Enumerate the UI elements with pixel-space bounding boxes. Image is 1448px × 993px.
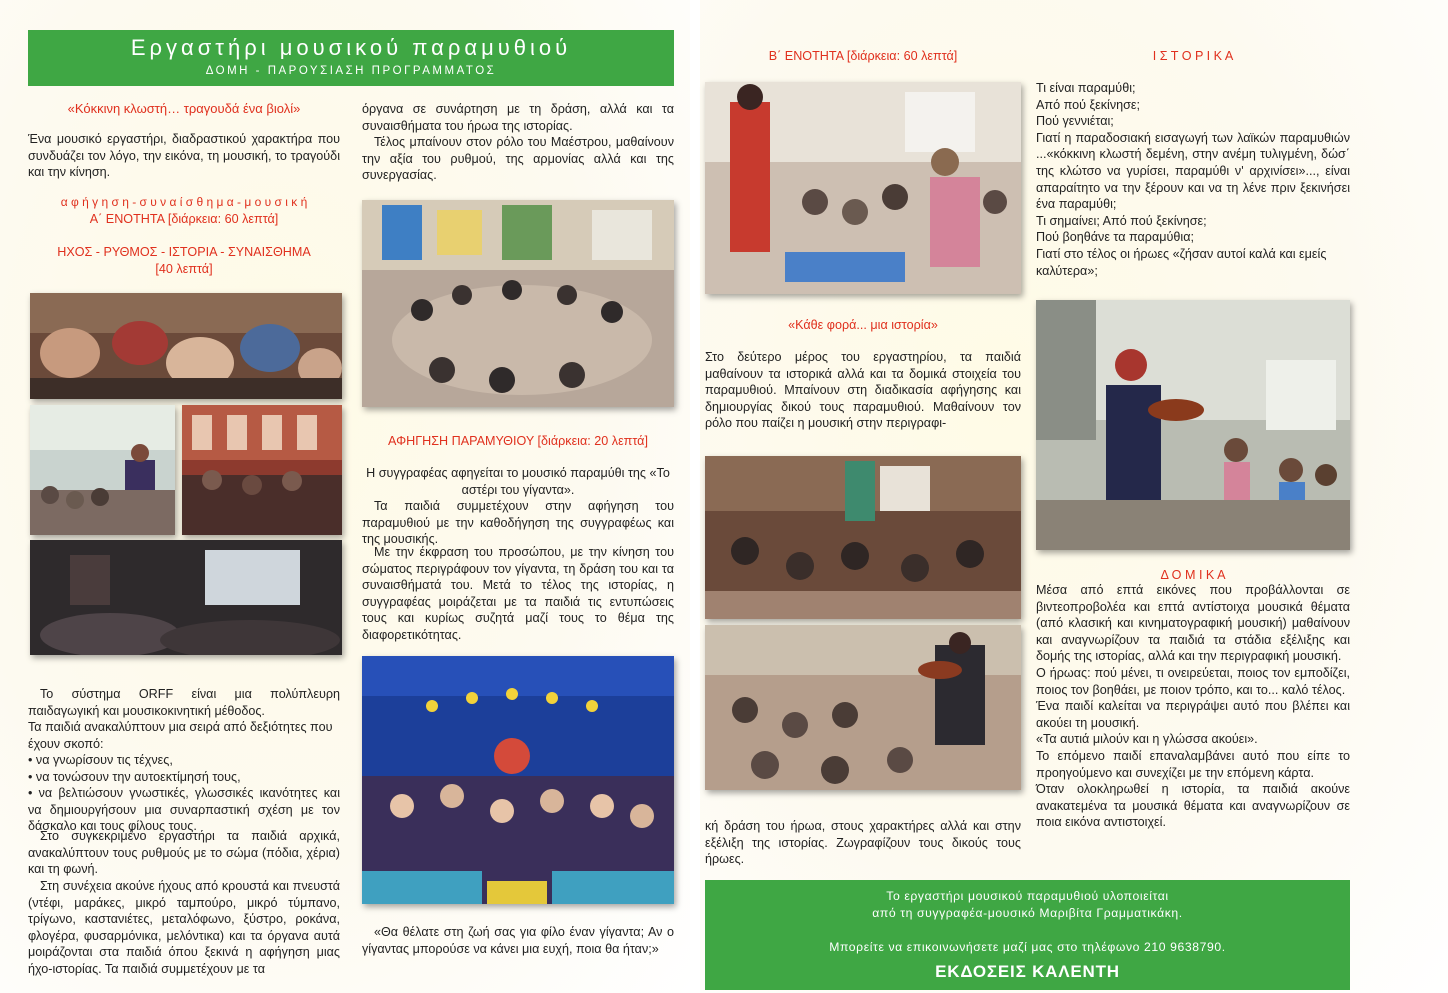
col1-sub-heading: ΗΧΟΣ - ΡΥΘΜΟΣ - ΙΣΤΟΡΙΑ - ΣΥΝΑΙΣΘΗΜΑ <box>57 245 311 259</box>
list-item: Πού γεννιέται; <box>1036 114 1114 129</box>
list-item: Από πού ξεκίνησε; <box>1036 97 1141 112</box>
list-item: Ένα παιδί καλείται να περιγράψει αυτό που βλέπει και ακούει τη μουσική. <box>1036 699 1350 730</box>
col1-orff-p4: Στη συνέχεια ακούνε ήχους από κρουστά και πνευστά (ντέφι, μαράκες, μικρό ταμπούρο, μικρό τύμπανο, τρίγωνο, καστανιέτες, μεταλόφωνο, ξύστρο, ροκάνα, φλογέρα, φυσαρμόνικα, μελόντικα) και τα όργανα αυτά μοιράζονται στα παιδιά όπου ξεκινά η αφήγηση μιας ήχο-ιστορίας. Τα παιδιά συμμετέχουν με τα <box>28 879 340 976</box>
list-item: Πού βοηθάνε τα παραμύθια; <box>1036 230 1194 245</box>
list-item: Τι είναι παραμύθι; <box>1036 81 1136 95</box>
list-item: • να τονώσουν την αυτοεκτίμησή τους, <box>28 769 241 784</box>
page-title: Εργαστήρι μουσικού παραμυθιού <box>130 35 572 60</box>
header-banner <box>28 30 674 86</box>
footer-line-2: από τη συγγραφέα-μουσικό Μαριβίτα Γραμματικάκη. <box>872 906 1183 920</box>
list-item: Ο ήρωας: πού μένει, τι ονειρεύεται, ποιος τον εμποδίζει, ποιος τον βοηθάει, με ποιον τρόπο, και το... καλό τέλος. <box>1036 665 1350 697</box>
col3-p1: Στο δεύτερο μέρος του εργαστηρίου, τα παιδιά μαθαίνουν τα ιστορικά αλλά και τα δομικά στοιχεία του παραμυθιού. Μπαίνουν στη διαδικασία αφήγησης και δημιουργίας δικού τους παραμυθιού. Μαθαίνουν τον ρόλο που παίζει η μουσική στην περιγραφι- <box>705 350 1021 431</box>
photo-stage-performance <box>362 656 674 904</box>
list-item: • να γνωρίσουν τις τέχνες, <box>28 753 173 767</box>
col1-orff-p1: Το σύστημα ORFF είναι μια πολύπλευρη παιδαγωγική και μουσικοκινητική μέθοδος. <box>28 687 340 718</box>
col1-orff-p3: Στο συγκεκριμένο εργαστήρι τα παιδιά αρχικά, ανακαλύπτουν τους ρυθμούς με το σώμα (πόδια, χέρια) και τη φωνή. <box>28 829 340 877</box>
photo-violinist-with-kids <box>1036 300 1350 550</box>
photo-children-in-circle <box>362 200 674 407</box>
photo-classroom-violin <box>30 405 175 535</box>
col2-narration-heading: ΑΦΗΓΗΣΗ ΠΑΡΑΜΥΘΙΟΥ [διάρκεια: 20 λεπτά] <box>388 434 648 448</box>
page-subtitle: ΔΟΜΗ - ΠΑΡΟΥΣΙΑΣΗ ΠΡΟΓΡΑΜΜΑΤΟΣ <box>205 65 497 77</box>
photo-violin-with-children <box>705 625 1021 790</box>
col2-closing-quote: «Θα θέλατε στη ζωή σας για φίλο έναν γίγαντα; Αν ο γίγαντας μπορούσε να κάνει μια ευχή, ποια θα ήταν;» <box>362 925 674 956</box>
list-item: • να βελτιώσουν γνωστικές, γλωσσικές ικανότητες και να δημιουργήσουν μια συναρπαστική σχέση με τον δάσκαλο και τους φίλους τους. <box>28 786 340 834</box>
col2-n2: Τα παιδιά συμμετέχουν στην αφήγηση του παραμυθιού με την καθοδήγηση της συγγραφέως και της μουσικής. <box>362 499 674 547</box>
col1-theme-line: α φ ή γ η σ η - σ υ ν α ί σ θ η μ α - μ ο υ σ ι κ ή <box>60 195 308 209</box>
col2-p1: όργανα σε συνάρτηση με τη δράση, αλλά και τα συναισθήματα του ήρωα της ιστορίας. <box>362 102 674 133</box>
col1-section-a: Α΄ ΕΝΟΤΗΤΑ [διάρκεια: 60 λεπτά] <box>89 212 279 226</box>
col4-structural-list <box>1036 582 1350 831</box>
photo-children-seated-floor <box>705 456 1021 619</box>
list-item: Τι σημαίνει; Από πού ξεκίνησε; <box>1036 213 1207 228</box>
list-item: Γιατί η παραδοσιακή εισαγωγή των λαϊκών παραμυθιών ...«κόκκινη κλωστή δεμένη, στην ανέμη τυλιγμένη, δώσ΄ της κλώτσο να γυρίσει, παραμύθι ν' αρχινίσει»..., είναι απαραίτητο να την ξέρουν και να τη λένε πριν ξεκινήσει ένα παραμύθι; <box>1036 130 1350 212</box>
footer-contact: Μπορείτε να επικοινωνήσετε μαζί μας στο τηλέφωνο 210 9638790. <box>829 940 1226 954</box>
list-item: «Τα αυτιά μιλούν και η γλώσσα ακούει». <box>1036 732 1258 747</box>
publisher-name: ΕΚΔΟΣΕΙΣ ΚΑΛΕΝΤΗ <box>935 962 1120 981</box>
col2-p2: Τέλος μπαίνουν στον ρόλο του Μαέστρου, μαθαίνουν την αξία του ρυθμού, της αρμονίας αλλά και της συνεργασίας. <box>362 135 674 183</box>
col3-quote: «Κάθε φορά... μια ιστορία» <box>788 318 938 332</box>
list-item: Το επόμενο παιδί επαναλαμβάνει αυτό που είπε το προηγούμενο και συνεχίζει με την επόμενη κάρτα. <box>1036 748 1350 780</box>
footer-banner <box>705 880 1350 990</box>
photo-children-raising-hands <box>30 293 342 399</box>
col1-bullet-list <box>28 752 340 835</box>
col1-sub-duration: [40 λεπτά] <box>155 262 213 276</box>
col2-n1: Η συγγραφέας αφηγείται το μουσικό παραμύθι της «Το αστέρι του γίγαντα». <box>366 466 670 497</box>
col2-n3: Με την έκφραση του προσώπου, με την κίνηση του σώματος περιγράφουν τον γίγαντα, τη δράση του και τα συναισθήματά του. Μετά το τέλος της ιστορίας, η συγγραφέας μοιράζεται με τα παιδιά τις εντυπώσεις τους και κυρίως συζητά μαζί τους το θέμα της διαφορετικότητας. <box>362 545 674 642</box>
photo-auditorium <box>30 540 342 655</box>
col1-intro: Ένα μουσικό εργαστήρι, διαδραστικού χαρακτήρα που συνδυάζει τον λόγο, την εικόνα, τη μουσική, το τραγούδι και την κίνηση. <box>28 132 340 180</box>
col4-historical-heading: Ι Σ Τ Ο Ρ Ι Κ Α <box>1152 49 1234 63</box>
footer-line-1: Το εργαστήρι μουσικού παραμυθιού υλοποιείται <box>886 889 1169 903</box>
col1-quote-title: «Κόκκινη κλωστή… τραγουδά ένα βιολί» <box>67 101 301 116</box>
list-item: Μέσα από επτά εικόνες που προβάλλονται σε βιντεοπροβολέα και επτά αντίστοιχα μουσικά θέματα (από κλασική και κινηματογραφική μουσική) μαθαίνουν και αναγνωρίζουν τα παιδιά τα στάδια εξέλιξης και δομής της ιστορίας, αλλά και την περιγραφική μουσική. <box>1036 583 1350 664</box>
col4-historical-list <box>1036 80 1350 279</box>
list-item: Όταν ολοκληρωθεί η ιστορία, τα παιδιά ακούνε ανακατεμένα τα μουσικά θέματα και αναγνωρίζουν σε ποια εικόνα αντιστοιχεί. <box>1036 782 1350 830</box>
col1-orff-p2: Τα παιδιά ανακαλύπτουν μια σειρά από δεξιότητες που έχουν σκοπό: <box>28 720 333 751</box>
col4-structural-heading: Δ Ο Μ Ι Κ Α <box>1160 568 1226 582</box>
col3-p2: κή δράση του ήρωα, στους χαρακτήρες αλλά και στην εξέλιξη της ιστορίας. Ζωγραφίζουν τους δικούς τους ήρωες. <box>705 819 1021 867</box>
list-item: Γιατί στο τέλος οι ήρωες «ζήσαν αυτοί καλά και εμείς καλύτερα»; <box>1036 246 1327 278</box>
col3-section-b: Β΄ ΕΝΟΤΗΤΑ [διάρκεια: 60 λεπτά] <box>768 49 958 63</box>
photo-hall-audience <box>182 405 342 535</box>
photo-storyteller-with-children <box>705 82 1021 294</box>
